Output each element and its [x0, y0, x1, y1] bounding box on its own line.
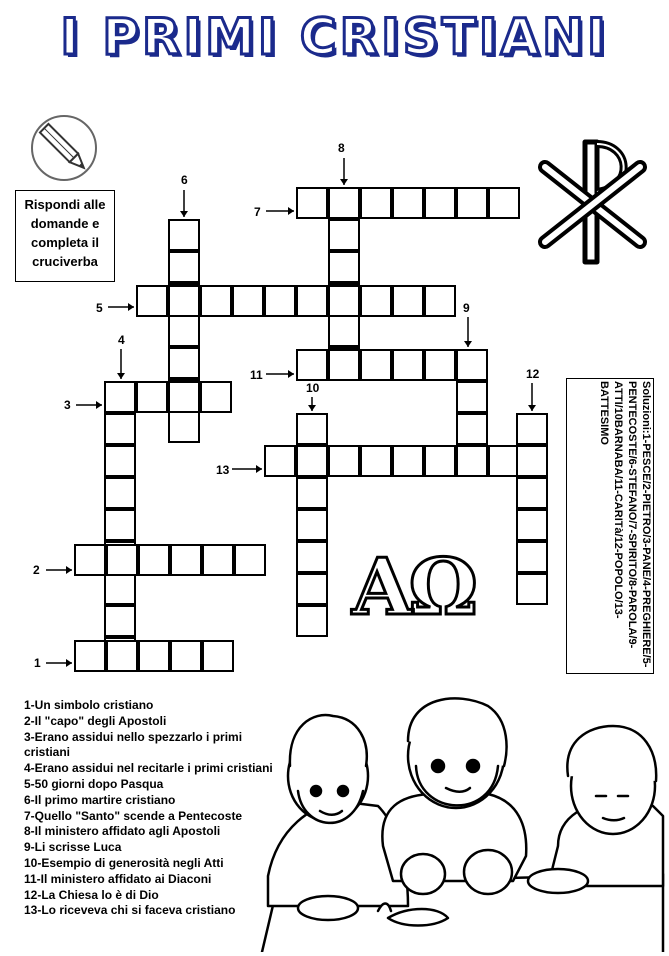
arrow-head [308, 405, 316, 411]
illustration-people-breaking-bread [258, 696, 668, 952]
arrow-head [96, 401, 102, 409]
number-7: 7 [254, 205, 261, 219]
arrow-head [288, 207, 294, 215]
clue-item: 7-Quello "Santo" scende a Pentecoste [24, 808, 243, 823]
number-10: 10 [306, 381, 320, 395]
number-5: 5 [96, 301, 103, 315]
clue-item: 13-Lo riceveva chi si faceva cristiano [24, 903, 236, 918]
clues-list [24, 698, 274, 919]
number-9: 9 [463, 301, 470, 315]
solutions-box [566, 378, 654, 674]
clue-item: 8-Il ministero affidato agli Apostoli [24, 824, 221, 839]
arrow-head [256, 465, 262, 473]
clue-item: 5-50 giorni dopo Pasqua [24, 776, 164, 791]
number-4: 4 [118, 333, 125, 347]
arrow-head [340, 179, 348, 185]
number-6: 6 [181, 173, 188, 187]
clue-item: 4-Erano assidui nel recitarle i primi cristiani [24, 761, 273, 776]
clue-item: 10-Esempio di generosità negli Atti [24, 855, 224, 870]
arrow-head [128, 303, 134, 311]
page-title: I PRIMI CRISTIANI [60, 8, 609, 66]
arrow-head [464, 341, 472, 347]
arrow-head [528, 405, 536, 411]
clue-item: 1-Un simbolo cristiano [24, 698, 154, 712]
alpha-omega-symbol: AΩ [352, 542, 474, 633]
solutions-text: Soluzioni:1-PESCE/2-PIETRO/3-PANE/4-PREGHIERE/5-PENTECOSTE/6-STEFANO/7-SPIRITO/8-PAROLA/9-ATTI/10BARNABA/11-CARITà/12-POPOLO/13-BATTESIMO [598, 381, 652, 668]
number-13: 13 [216, 463, 230, 477]
clue-item: 6-Il primo martire cristiano [24, 792, 176, 807]
number-11: 11 [250, 368, 263, 382]
clue-item: 9-Li scrisse Luca [24, 840, 122, 855]
clue-item: 2-Il "capo" degli Apostoli [24, 713, 167, 728]
number-8: 8 [338, 141, 345, 155]
arrow-head [180, 211, 188, 217]
arrow-head [288, 370, 294, 378]
instruction-box: Rispondi alle domande e completa il cruciverba [15, 190, 115, 282]
arrow-head [66, 659, 72, 667]
number-2: 2 [33, 563, 40, 577]
arrow-head [66, 566, 72, 574]
number-12: 12 [526, 367, 540, 381]
arrow-head [117, 373, 125, 379]
clue-item: 3-Erano assidui nello spezzarlo i primi cristiani [24, 729, 243, 760]
clue-item: 11-Il ministero affidato ai Diaconi [24, 871, 212, 886]
number-3: 3 [64, 398, 71, 412]
clue-item: 12-La Chiesa lo è di Dio [24, 887, 159, 902]
number-1: 1 [34, 656, 41, 670]
